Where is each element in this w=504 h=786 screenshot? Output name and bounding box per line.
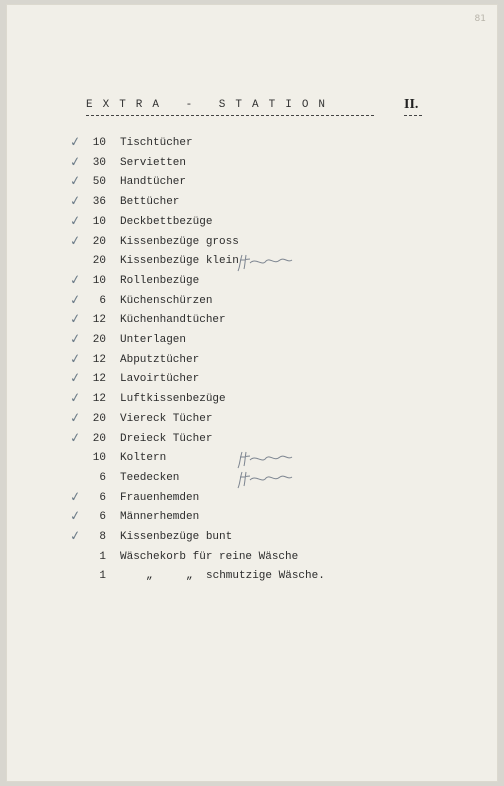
item-label: Koltern <box>120 452 167 465</box>
list-item <box>6 450 498 468</box>
item-quantity: 10 <box>92 452 106 465</box>
item-quantity: 10 <box>92 215 106 228</box>
item-label: Unterlagen <box>120 334 187 346</box>
check-mark-icon: ✓ <box>69 351 82 368</box>
item-label: Deckbettbezüge <box>120 215 213 228</box>
check-mark-icon: ✓ <box>69 370 82 388</box>
item-label: Lavoirtücher <box>120 373 200 386</box>
list-item <box>6 470 498 488</box>
item-quantity: 50 <box>92 176 106 189</box>
item-quantity: 8 <box>99 531 106 543</box>
handwritten-annotation <box>236 251 296 273</box>
item-quantity: 6 <box>99 491 106 504</box>
list-item <box>6 194 498 212</box>
check-mark-icon: ✓ <box>69 134 82 151</box>
item-quantity: 10 <box>92 274 106 287</box>
check-mark-icon: ✓ <box>69 213 82 230</box>
check-mark-icon: ✓ <box>69 410 82 427</box>
item-label: Bettücher <box>120 196 180 209</box>
item-label: Handtücher <box>120 176 187 189</box>
item-label: Kissenbezüge bunt <box>120 531 233 543</box>
item-quantity: 20 <box>92 412 106 425</box>
list-item <box>6 273 498 291</box>
item-label: Kissenbezüge klein <box>120 255 239 268</box>
list-item <box>6 529 498 547</box>
list-item <box>6 509 498 527</box>
item-label: Männerhemden <box>120 511 200 524</box>
handwritten-annotation <box>236 468 296 490</box>
check-mark-icon: ✓ <box>69 488 82 506</box>
check-mark-icon: ✓ <box>69 173 82 191</box>
check-mark-icon: ✓ <box>69 508 82 525</box>
item-quantity: 36 <box>92 196 106 209</box>
item-label: Servietten <box>120 156 187 169</box>
check-mark-icon: ✓ <box>69 154 82 171</box>
item-label: Luftkissenbezüge <box>120 393 226 406</box>
item-label: Dreieck Tücher <box>120 432 213 445</box>
check-mark-icon: ✓ <box>69 331 82 348</box>
item-quantity: 12 <box>92 353 106 366</box>
item-label: Tischtücher <box>120 137 193 149</box>
list-item <box>6 293 498 311</box>
list-item <box>6 174 498 192</box>
list-item <box>6 135 498 153</box>
item-label: Küchenschürzen <box>120 294 213 307</box>
check-mark-icon: ✓ <box>69 272 82 289</box>
item-quantity: 20 <box>92 255 106 268</box>
item-quantity: 6 <box>99 294 106 307</box>
list-item <box>6 568 498 586</box>
item-label: schmutzige Wäsche. <box>206 570 325 583</box>
item-quantity: 10 <box>92 137 106 149</box>
item-quantity: 12 <box>92 314 106 327</box>
item-label: Frauenhemden <box>120 491 200 504</box>
list-item <box>6 352 498 370</box>
ditto-mark: „ <box>186 570 193 583</box>
item-quantity: 6 <box>99 511 106 524</box>
item-quantity: 1 <box>99 550 106 563</box>
check-mark-icon: ✓ <box>69 528 82 545</box>
item-quantity: 1 <box>99 570 106 583</box>
check-mark-icon: ✓ <box>69 232 82 250</box>
item-quantity: 6 <box>99 471 106 484</box>
item-quantity: 12 <box>92 373 106 386</box>
list-item <box>6 490 498 508</box>
page-title: EXTRA - STATION <box>86 99 336 111</box>
check-mark-icon: ✓ <box>69 429 82 447</box>
item-quantity: 20 <box>92 334 106 346</box>
check-mark-icon: ✓ <box>69 291 82 309</box>
list-item <box>6 332 498 350</box>
list-item <box>6 155 498 173</box>
ditto-mark: „ <box>146 570 153 583</box>
item-quantity: 12 <box>92 393 106 406</box>
title-underline <box>86 115 374 116</box>
station-underline <box>404 115 422 116</box>
document-page <box>6 4 498 782</box>
page-number: 81 <box>474 14 486 24</box>
list-item <box>6 411 498 429</box>
item-label: Viereck Tücher <box>120 412 213 425</box>
list-item <box>6 431 498 449</box>
list-item <box>6 214 498 232</box>
list-item <box>6 312 498 330</box>
item-label: Küchenhandtücher <box>120 314 226 327</box>
item-label: Abputztücher <box>120 353 200 366</box>
list-item <box>6 253 498 271</box>
handwritten-annotation <box>236 448 296 470</box>
item-label: Teedecken <box>120 471 180 484</box>
item-label: Rollenbezüge <box>120 274 200 287</box>
list-item <box>6 391 498 409</box>
list-item <box>6 234 498 252</box>
check-mark-icon: ✓ <box>69 193 82 210</box>
item-label: Wäschekorb für reine Wäsche <box>120 550 299 563</box>
list-item <box>6 549 498 567</box>
list-item <box>6 371 498 389</box>
station-number: II. <box>404 97 419 112</box>
item-quantity: 30 <box>92 156 106 169</box>
item-label: Kissenbezüge gross <box>120 235 239 248</box>
check-mark-icon: ✓ <box>69 390 82 407</box>
item-quantity: 20 <box>92 235 106 248</box>
item-quantity: 20 <box>92 432 106 445</box>
check-mark-icon: ✓ <box>69 311 82 328</box>
